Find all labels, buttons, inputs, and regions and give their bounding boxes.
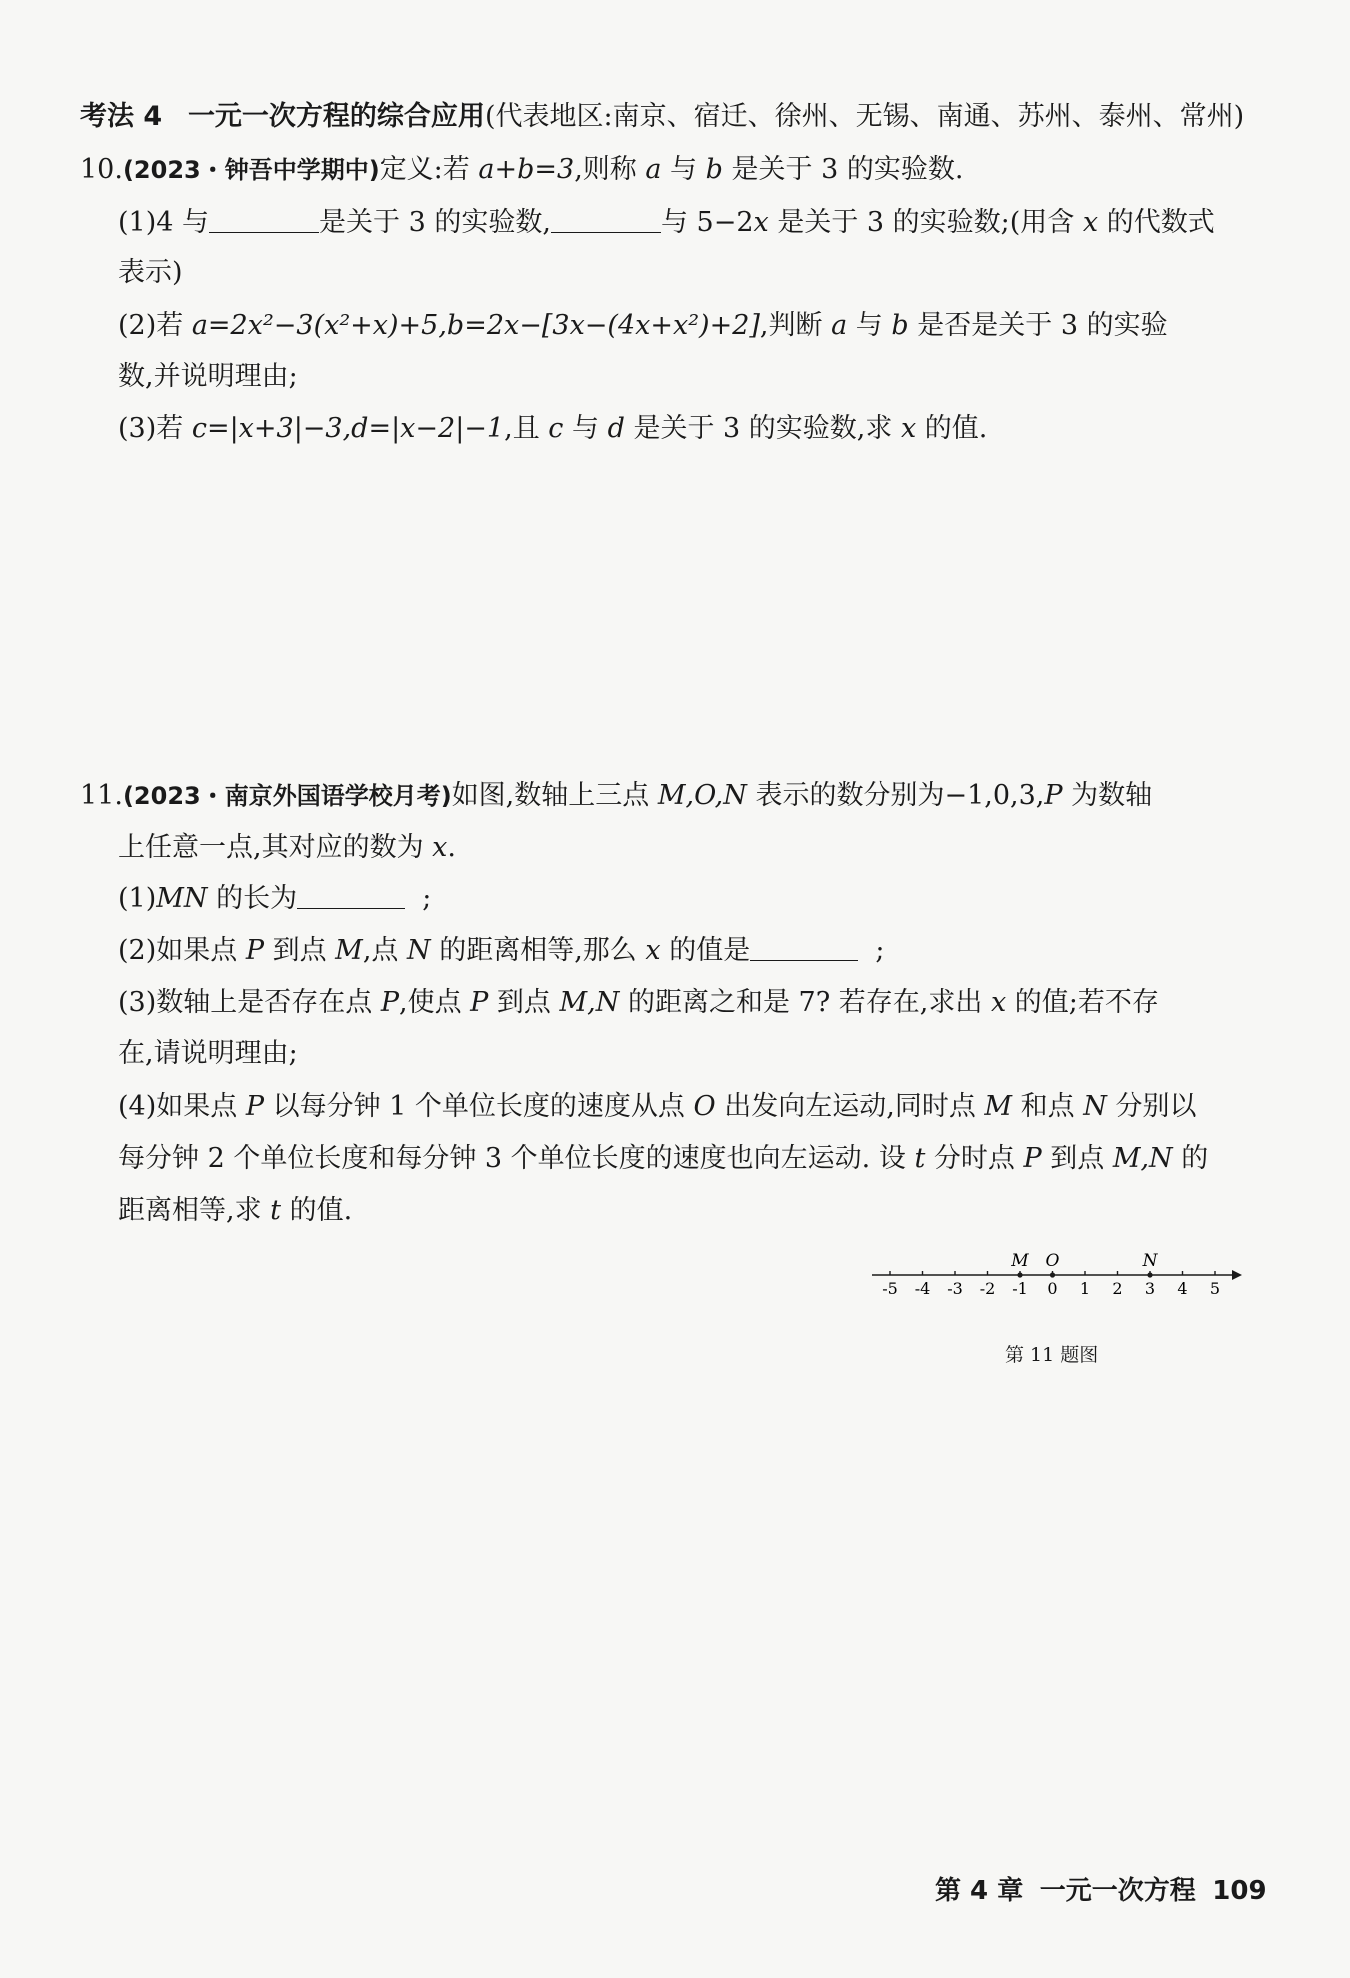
q10-p1-text: (1)4 与 (118, 207, 210, 238)
q11-p2-var: x (645, 935, 661, 966)
q11-part3 (118, 989, 1159, 1016)
q11-p4-var: M,N (1112, 1143, 1173, 1174)
point-n (1147, 1272, 1152, 1277)
q10-part2 (118, 312, 1168, 339)
q10-p3-expr: c=|x+3|−3,d=|x−2|−1 (191, 413, 505, 444)
q11-part1 (118, 885, 431, 912)
point-label-o: O (1045, 1251, 1060, 1271)
q10-p3-var: c (548, 413, 564, 444)
q11-number: 11. (80, 780, 123, 811)
tick-label: -2 (979, 1279, 996, 1298)
q11-p4-var: N (1083, 1091, 1107, 1122)
q11-p3-text: 的距离之和是 7? 若存在,求出 (619, 987, 991, 1018)
q10-var-b: b (705, 154, 723, 185)
q10-part1-cont (118, 259, 183, 286)
q11-p4-text: (4)如果点 (118, 1091, 246, 1122)
answer-blank[interactable] (209, 210, 319, 233)
q11-p4-text: 以每分钟 1 个单位长度的速度从点 (264, 1091, 694, 1122)
q10-p2-var: b (891, 310, 909, 341)
q10-p1-text: 的代数式 (1098, 207, 1215, 238)
q10-part3 (118, 415, 987, 442)
q11-p3-text: 到点 (488, 987, 560, 1018)
figure-caption: 第 11 题图 (1005, 1344, 1099, 1366)
q11-p2-text: ; (875, 935, 885, 966)
q11-part4 (118, 1093, 1196, 1120)
q11-p2-var: P (245, 935, 264, 966)
q10-p1-text: 是关于 3 的实验数, (319, 207, 551, 238)
q10-p2-text: 数,并说明理由; (118, 361, 298, 392)
q10-p3-text: ,且 (504, 413, 549, 444)
q10-p3-var: x (900, 413, 917, 444)
tick-label: -4 (914, 1279, 931, 1298)
section-heading (80, 103, 1244, 130)
q10-text: 是关于 3 的实验数. (722, 154, 964, 185)
q10-p2-text: ,判断 (759, 310, 832, 341)
footer-chapter: 第 4 章 (935, 1876, 1024, 1906)
q11-p3-text: (3)数轴上是否存在点 (118, 987, 381, 1018)
tick-label: 0 (1047, 1279, 1058, 1298)
q10-p3-text: 是关于 3 的实验数,求 (624, 413, 901, 444)
q11-var: P (1044, 780, 1063, 811)
q11-var: x (432, 832, 448, 863)
q11-p4-text: 和点 (1012, 1091, 1084, 1122)
q10-p3-var: d (607, 413, 625, 444)
q11-p2-var: M (335, 935, 363, 966)
q11-text: 上任意一点,其对应的数为 (118, 832, 433, 863)
q11-var: M,O,N (657, 780, 747, 811)
tick-label: 2 (1112, 1279, 1123, 1298)
q11-p2-text: 的距离相等,那么 (430, 935, 646, 966)
q11-p4-text: 到点 (1041, 1143, 1113, 1174)
q11-p4-text: 每分钟 2 个单位长度和每分钟 3 个单位长度的速度也向左运动. 设 (118, 1143, 915, 1174)
answer-blank[interactable] (297, 886, 405, 909)
tick-label: 5 (1209, 1279, 1221, 1298)
tick-label: 1 (1079, 1279, 1091, 1298)
q10-p2-var: a (831, 310, 848, 341)
tick-label: 3 (1144, 1279, 1156, 1298)
q11-p3-text: 的值;若不存 (1006, 987, 1159, 1018)
q10-math: a+b=3 (478, 154, 575, 185)
q11-part4-cont (118, 1145, 1208, 1172)
q11-text: . (447, 832, 456, 863)
q11-p2-var: N (407, 935, 431, 966)
q11-stem (80, 782, 1152, 809)
tick-label: -1 (1012, 1279, 1028, 1298)
answer-blank[interactable] (551, 210, 661, 233)
page-number: 109 (1212, 1876, 1267, 1906)
q10-p1-text: 是关于 3 的实验数;(用含 (768, 207, 1083, 238)
q10-part2-cont (118, 363, 298, 390)
q11-p4-text: 的 (1172, 1143, 1209, 1174)
q10-p2-expr: a=2x²−3(x²+x)+5,b=2x−[3x−(4x+x²)+2] (191, 310, 760, 341)
q10-var-a: a (645, 154, 662, 185)
q11-part4-cont2 (118, 1197, 352, 1224)
q10-p3-text: 与 (563, 413, 608, 444)
q10-p2-text: 是否是关于 3 的实验 (908, 310, 1168, 341)
q11-p4-text: 分别以 (1106, 1091, 1197, 1122)
section-regions: (代表地区:南京、宿迁、徐州、无锡、南通、苏州、泰州、常州) (484, 101, 1245, 132)
q11-p2-text: 的值是 (660, 935, 751, 966)
q11-p4-text: 的值. (281, 1195, 353, 1226)
q11-text: 为数轴 (1062, 780, 1153, 811)
q11-text: 如图,数轴上三点 (451, 780, 658, 811)
q10-p1-var: x (1082, 207, 1099, 238)
q11-p4-text: 分时点 (925, 1143, 1024, 1174)
number-line-arrow (1232, 1270, 1242, 1280)
q11-p2-text: 到点 (264, 935, 336, 966)
q11-p4-var: P (1023, 1143, 1042, 1174)
q11-p3-var: P (380, 987, 399, 1018)
q10-p1-text: 与 5−2 (660, 207, 754, 238)
q11-p4-var: P (245, 1091, 264, 1122)
q10-p1-var: x (753, 207, 769, 238)
point-o (1050, 1272, 1055, 1277)
section-label: 考法 4 (80, 101, 163, 132)
q11-p4-var: O (693, 1091, 716, 1122)
q11-p4-var: M (984, 1091, 1013, 1122)
q11-p4-var: t (914, 1143, 926, 1174)
q11-p4-text: 出发向左运动,同时点 (715, 1091, 985, 1122)
q10-p2-text: 与 (847, 310, 892, 341)
q11-p3-var: P (470, 987, 489, 1018)
point-label-n: N (1142, 1251, 1158, 1271)
tick-label: -3 (947, 1279, 963, 1298)
q11-p3-var: x (990, 987, 1007, 1018)
q11-p1-text: ; (422, 883, 432, 914)
q10-text: 定义:若 (379, 154, 479, 185)
q10-stem (80, 156, 963, 183)
q11-stem-cont (118, 834, 456, 861)
q10-number: 10. (80, 154, 123, 185)
q11-part3-cont (118, 1040, 298, 1067)
point-label-m: M (1011, 1251, 1029, 1271)
q10-part1 (118, 209, 1215, 236)
answer-blank[interactable] (750, 938, 858, 961)
q10-text: 与 (661, 154, 706, 185)
q10-p1-text: 表示) (118, 257, 183, 288)
section-title: 一元一次方程的综合应用 (187, 101, 485, 132)
q11-p3-text: 在,请说明理由; (118, 1038, 298, 1069)
q11-p4-var: t (270, 1195, 282, 1226)
q11-part2 (118, 937, 884, 964)
q10-p3-text: 的值. (916, 413, 988, 444)
q11-p2-text: ,点 (362, 935, 407, 966)
q11-p1-text: (1) (118, 883, 157, 914)
q10-source: (2023・钟吾中学期中) (122, 156, 380, 184)
q11-p3-text: ,使点 (399, 987, 471, 1018)
q11-p1-var: MN (156, 883, 208, 914)
q11-p4-text: 距离相等,求 (118, 1195, 271, 1226)
q11-p2-text: (2)如果点 (118, 935, 246, 966)
q10-p3-text: (3)若 (118, 413, 192, 444)
q11-p3-var: M,N (559, 987, 620, 1018)
tick-label: -5 (882, 1279, 898, 1298)
point-m (1017, 1272, 1022, 1277)
q11-source: (2023・南京外国语学校月考) (122, 782, 452, 810)
q11-text: 表示的数分别为−1,0,3, (746, 780, 1045, 811)
tick-label: 4 (1177, 1279, 1188, 1298)
number-line-figure (860, 1244, 1250, 1304)
q11-p1-text: 的长为 (207, 883, 298, 914)
q10-text: ,则称 (574, 154, 646, 185)
footer-title: 一元一次方程 (1039, 1876, 1196, 1906)
page-footer (935, 1870, 1267, 1907)
q10-p2-text: (2)若 (118, 310, 192, 341)
